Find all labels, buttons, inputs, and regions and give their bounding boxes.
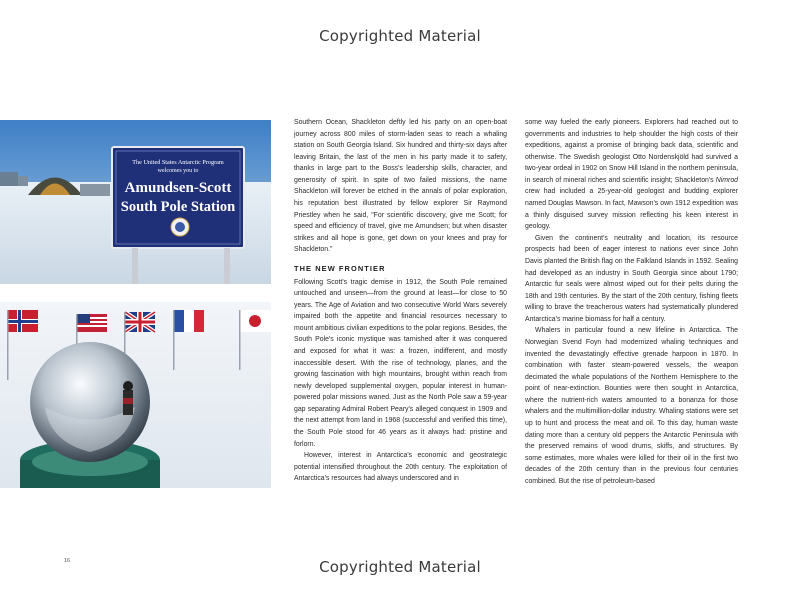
ship-name: Nimrod — [715, 176, 738, 184]
paragraph: However, interest in Antarctica's economic and geostrategic potential intensified throughout the 20th century. The exploitation of Antarctica's resources had always underscored and in — [294, 452, 507, 483]
paragraph: Given the continent's neutrality and location, its resource prospects had been of eager interest to nations ever since John Davis planted the British flag on the Falkland Islands in 1592. Sealing had developed as an industry in South Georgia since about 1790; Antarctic fur seals were almost wiped out for their pelts during the 18th and 19th centuries. By the start of the 20th century, fishing fleets willing to brave the treacherous waters had systematically plundered Antarctica's marine biomass for half a century. — [525, 234, 738, 323]
paragraph: some way fueled the early pioneers. Explorers had reached out to governments and industries to help shoulder the high costs of their expeditions, against a promise of bringing back data, scientific and otherwise. The Swedish geologist Otto Nordenskjöld had survived a two-year ordeal in 1902 on Snow Hill Island in the northern peninsula, in search of mineral riches and scientific insight; Shackleton's Nimrod crew had included a 25-year-old geologist and budding explorer named Douglas Mawson. In fact, Mawson's own 1912 expedition was a thinly disguised survey mission reflecting his keen interest in geology. — [525, 119, 738, 231]
text-column-left — [294, 117, 507, 485]
paragraph: Southern Ocean, Shackleton deftly led his party on an open-boat journey across 800 miles of storm-laden seas to reach a whaling station on South Georgia Island. Six hundred and thirty-six days after leaving Britain, the last of the men in his party made it to safety, thanks in large part to the Boss's leadership skills, character, and generosity of spirit. In spite of two failed missions, the name Shackleton will forever be etched in the annals of polar exploration, his reputation best illustrated by fellow explorer Sir Raymond Priestley when he said, "For scientific discovery, give me Scott; for speed and efficiency of travel, give me Amundsen; but when disaster strikes and all hope is gone, get down on your knees and pray for Shackleton." — [294, 119, 507, 254]
sign-line-2: welcomes you to — [157, 168, 199, 174]
paragraph: Following Scott's tragic demise in 1912, the South Pole remained untouched and unseen—from the ground at least—for close to 50 years. The Age of Aviation and two consecutive World Wars severely impaired both the appetite and financial resources necessary to mount ambitious civilian expeditions to the polar regions. Besides, the South Pole's iconic mystique was tarnished after it was conquered and exposed for what it was: a frozen, indifferent, and mostly inaccessible desert. With the rise of technology, planes, and the growing fascination with high mountains, brought within reach from newly developed supplemental oxygen, popular interest in human-powered polar missions waned. Just as the North Pole saw a 59-year gap separating Admiral Robert Peary's alleged conquest in 1909 and the next attempt from land in 1968 (successful and verified this time), the South Pole stood for 46 years as it always had: pristine and forlorn. — [294, 278, 507, 448]
text-column-right — [525, 117, 738, 488]
photo-south-pole-sign — [0, 120, 271, 284]
sign-line-4: South Pole Station — [120, 199, 236, 215]
watermark-bottom: Copyrighted Material — [319, 558, 481, 576]
paragraph: Whalers in particular found a new lifeline in Antarctica. The Norwegian Svend Foyn had modernized whaling techniques and invented the devastatingly effective grenade harpoon in 1870. In combination with faster steam-powered vessels, the weapon decimated the whale populations of the Northern Hemisphere to the point of near-extinction. Bounties were then sought in Antarctica, where the nutrient-rich waters amounted to a bonanza for those whalers and the multimillion-dollar industry. Whaling stations were set up to hunt and process the meat and oil. To this day, human waste dating more than a century old peppers the Antarctic Peninsula with the preserved remains of wood drums, skiffs, and structures. By some estimates, more whales were killed for their oil in the first two decades of the 20th century than in the previous four centuries combined. But the rise of petroleum-based — [525, 327, 738, 485]
section-heading: THE NEW FRONTIER — [294, 263, 386, 273]
sign-line-3: Amundsen-Scott — [124, 180, 232, 196]
sign-line-1: The United States Antarctic Program — [132, 159, 224, 166]
photo-ceremonial-pole — [0, 302, 271, 488]
watermark-top: Copyrighted Material — [319, 27, 481, 45]
page-number: 16 — [64, 558, 71, 564]
